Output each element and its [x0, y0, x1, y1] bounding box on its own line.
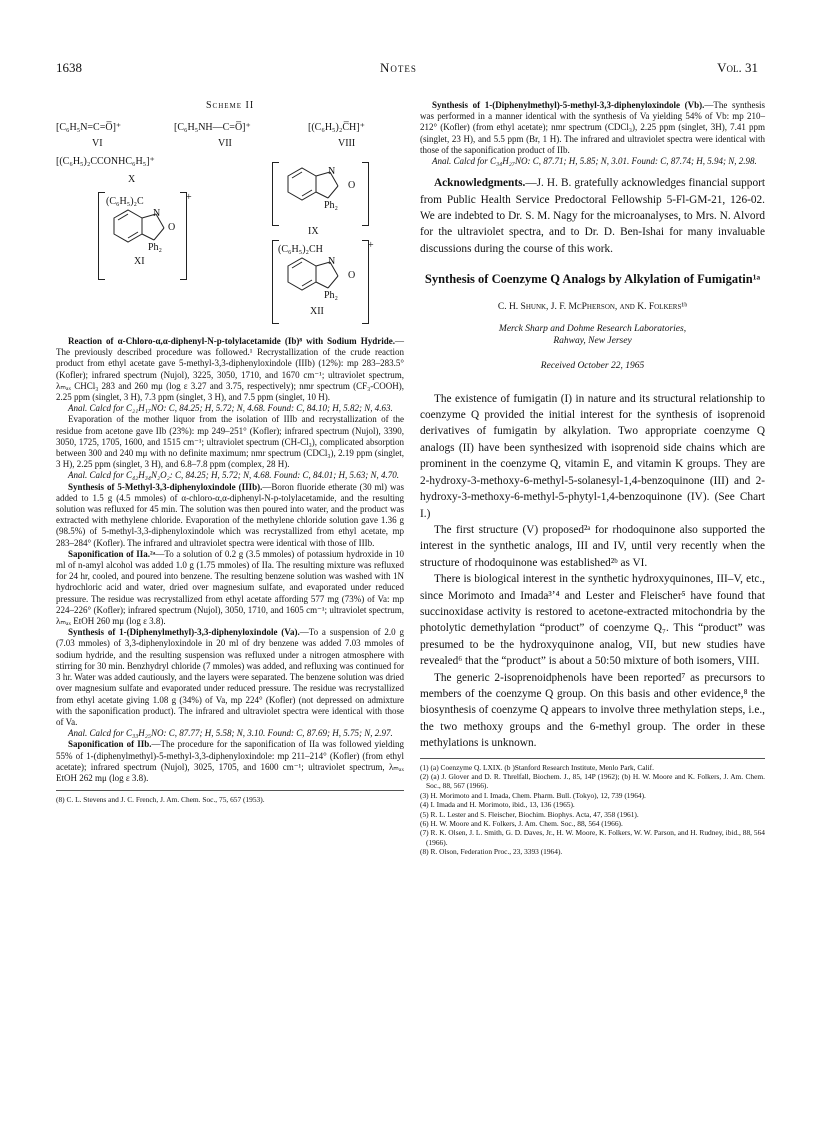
acknowledgments: Acknowledgments.—J. H. B. gratefully acknowledges financial support from Public Health Service Predoctoral Fellowship 5-Fl-GM-21, 126-02. We are indebted to Dr. S. M. Nagy for the microanalyses, to Mrs. N. Alvord for the ultraviolet spectra, and to Dr. D. Ben-Ishai for many invaluable discussions during the course of this work. — [420, 177, 765, 255]
section-title: Notes — [380, 60, 417, 75]
footnotes — [420, 758, 765, 857]
xi-n: N — [153, 208, 161, 219]
oxindole-ring-xii — [278, 256, 358, 306]
paragraph-synthesis-va: Synthesis of 1-(Diphenylmethyl)-3,3-diphenyloxindole (Va).—To a suspension of 2.0 g (7.03 mmoles) of 3,3-diphenyloxindole in 20 ml of dry benzene was added 7.03 mmoles of sodium hydride, and the resulting suspension was refluxed under a nitrogen atmosphere with stirring for 30 min. Benzhydryl chloride (7 mmoles) was added, and refluxing was continued for 3 hr. Water was added cautiously, and the layers were separated. The benzene solution was dried over magnesium sulfate and evaporated under reduced pressure. The residue was recrystallized from ethyl acetate giving 1.08 g (34%) of Va, mp 224° (Kofler) (not depressed on admixture with the saponification product). The infrared and ultraviolet spectra were identical with those of Va. — [56, 627, 404, 727]
analysis-va: Anal. Calcd for C₃₃H₂₅NO: C, 87.77; H, 5.58; N, 3.10. Found: C, 87.69; H, 5.75; N, 2.97. — [68, 728, 393, 739]
xii-n: N — [328, 256, 336, 267]
footnote-7: (7) R. K. Olsen, J. L. Smith, G. D. Daves, Jr., H. W. Moore, K. Folkers, W. W. Parson, and H. Rudney, ibid., 88, 564 (1966). — [420, 828, 765, 847]
right-column — [420, 100, 765, 857]
affiliation — [420, 323, 765, 347]
label-ix: IX — [308, 226, 319, 237]
xi-o: O — [168, 222, 176, 233]
bracket-right-xii — [362, 240, 369, 324]
left-column — [56, 100, 404, 805]
bracket-right-ix — [362, 162, 369, 226]
label-xii: XII — [310, 306, 324, 317]
paragraph-saponification-iib: Saponification of IIb.—The procedure for the saponification of IIa was followed yielding 55% of 1-(diphenylmethyl)-5-methyl-3,3-diphenyloxindole: mp 211–214° (Kofler) (from ethyl acetate); infrared spectrum (Nujol), 3025, 1705, and 1600 cm⁻¹; ultraviolet spectrum, λₘₐₓ EtOH 262 mμ (log ε 3.8). — [56, 739, 404, 783]
body-paragraph-3: There is biological interest in the synthetic hydroxyquinones, III–V, etc., since Morimoto and Imada³ʼ⁴ and Lester and Fleischer⁵ have found that succinoxidase activity is restored to acetone-extracted mitochondria by the photolytic demethylation “product” of coenzyme Q₇. This “product” was presumed to be the hydroxyquinone analog, VII, but new studies have revealed⁶ that the “product” is about a 50:50 mixture of both isomers, VIII. — [420, 573, 765, 668]
footnote-2: (2) (a) J. Glover and D. R. Threlfall, Biochem. J., 85, 14P (1962); (b) H. W. Moore and K. Folkers, J. Am. Chem. Soc., 88, 567 (1966). — [420, 772, 765, 791]
footnote-6: (6) H. W. Moore and K. Folkers, J. Am. Chem. Soc., 88, 564 (1966). — [420, 819, 623, 829]
xii-group: (C₆H₅)₂CH — [278, 244, 323, 255]
received-date: Received October 22, 1965 — [540, 361, 645, 372]
xii-plus: + — [368, 240, 374, 251]
ix-o: O — [348, 180, 356, 191]
affiliation-line-2: Rahway, New Jersey — [553, 336, 632, 347]
formula-vii: [C₆H₅NH—C=O̅]⁺ — [174, 122, 251, 133]
volume-label: Vol. 31 — [717, 60, 758, 75]
xi-ph2: Ph₂ — [148, 242, 163, 253]
article-body — [420, 391, 765, 752]
xi-plus: + — [186, 192, 192, 203]
body-paragraph-1: The existence of fumigatin (I) in nature and its structural relationship to coenzyme Q provided the initial interest for the synthesis of isoprenoid derivatives of fumigatin by alkylation. Two appropriate coenzyme Q analogs (II) have been synthesized with isoprenoid side chains which are prominent in the coenzyme Q, vitamin E, and vitamin K groups. They are 2-hydroxy-3-methoxy-6-methyl-5-solanesyl-1,4-benzoquinone (III) and 2-hydroxy-3-methoxy-6-methyl-5-phytyl-1,4-benzoquinone (IV). (See Chart I.) — [420, 392, 765, 520]
paragraph-mother-liquor: Evaporation of the mother liquor from the isolation of IIIb and recrystallization of the residue from acetone gave IIb (23%): mp 249–251° (Kofler); infrared spectrum (Nujol), 3390, 3050, 1725, 1705, 1600, and 1515 cm⁻¹; ultraviolet spectrum (CH-Cl₃), complicated absorption between 300 and 240 mμ with no definite maximum; nmr spectrum (CDCl₃), 2.19 ppm (singlet, 3 H), 2.25 ppm (singlet, 3 H), and 6.8–7.8 ppm (complex, 28 H). — [56, 414, 404, 470]
footnote-8-right: (8) R. Olson, Federation Proc., 23, 3393 (1964). — [420, 847, 563, 857]
formula-viii: [(C₆H₅)₂C̅H]⁺ — [308, 122, 365, 133]
affiliation-line-1: Merck Sharp and Dohme Research Laboratories, — [498, 324, 687, 335]
article-authors: C. H. Shunk, J. F. McPherson, and K. Folkers¹ᵇ — [497, 302, 688, 313]
article-title: Synthesis of Coenzyme Q Analogs by Alkylation of Fumigatin¹ᵃ — [424, 272, 761, 287]
body-paragraph-4: The generic 2-isoprenoidphenols have been reported⁷ as precursors to members of the coenzyme Q group. On this basis and other evidence,⁸ the biosynthesis of coenzyme Q appears to involve three methylation steps, i.e., the two methoxy groups and the 6-methyl group. The order in these methylations is unknown. — [420, 671, 765, 750]
paragraph-synthesis-vb: Synthesis of 1-(Diphenylmethyl)-5-methyl-3,3-diphenyloxindole (Vb).—The synthesis was performed in a manner identical with the synthesis of Va yielding 54% of Vb: mp 210–212° (Kofler) (from ethyl acetate); nmr spectrum (CDCl₃), 2.25 ppm (singlet, 3H), 7.41 ppm (singlet, 23 H), and 5.5 ppm (Br, 1 H). The infrared and ultraviolet spectra were identical with those of the saponification product of IIb. — [420, 100, 766, 155]
footnote-4: (4) I. Imada and H. Morimoto, ibid., 13, 136 (1965). — [420, 800, 575, 810]
analysis-iib: Anal. Calcd for C₄₂H₃₄N₂O₂: C, 84.25; H, 5.72; N, 4.68. Found: C, 84.01; H, 5.63; N, 4.70. — [68, 470, 400, 481]
scheme-title: Scheme II — [206, 100, 255, 111]
label-viii: VIII — [338, 138, 356, 149]
footnote-5: (5) R. L. Lester and S. Fleischer, Biochim. Biophys. Acta, 47, 358 (1961). — [420, 809, 639, 819]
page-number: 1638 — [56, 60, 82, 75]
xi-group: (C₆H₅)₂C — [106, 196, 144, 207]
label-vii: VII — [218, 138, 232, 149]
body-paragraph-2: The first structure (V) proposed²ᵃ for rhodoquinone also supported the interest in the synthetic analogs, III and IV, until very recently when the structure of rhodoquinone was established²ᵇ as VI. — [420, 523, 765, 569]
footnote-3: (3) H. Morimoto and I. Imada, Chem. Pharm. Bull. (Tokyo), 12, 739 (1964). — [420, 790, 646, 800]
xii-o: O — [348, 270, 356, 281]
xii-ph2: Ph₂ — [324, 290, 339, 301]
paragraph-synthesis-iiib: Synthesis of 5-Methyl-3,3-diphenyloxindole (IIIb).—Boron fluoride etherate (30 ml) was added to 1.5 g (4.5 mmoles) of α-chloro-α,α-diphenyl-N-p-tolylacetamide, and the resulting solution was refluxed for 45 min. The solution was then poured into water, and the product was extracted with methylene chloride. Evaporation of the methylene chloride solution gave 1.36 g (98.5%) of 5-methyl-3,3-diphenyloxindole which was recrystallized from ethyl acetate, mp 283–284° (Kofler). The infrared and ultraviolet spectra were identical with those of IIIb. — [56, 481, 404, 548]
footnote-1: (1) (a) Coenzyme Q. LXIX. (b )Stanford Research Institute, Menlo Park, Calif. — [420, 762, 654, 772]
ix-ph2: Ph₂ — [324, 200, 339, 211]
paragraph-saponification-iia: Saponification of IIa.²ᵃ—To a solution of 0.2 g (3.5 mmoles) of potassium hydroxide in 10 ml of n-amyl alcohol was added 1.0 g (1.75 mmoles) of IIa. The resulting mixture was refluxed for 24 hr, cooled, and poured into benzene. The resulting benzene solution was washed with 1N hydrochloric acid and water, dried over magnesium sulfate, and evaporated under reduced pressure. The residue was recrystallized from ethyl acetate affording 577 mg (73%) of Va: mp 224–226° (Kofler); infrared spectrum (Nujol), 3050, 1710, and 1605 cm⁻¹; ultraviolet spectrum, λₘₐₓ EtOH 260 mμ (log ε 3.8). — [56, 548, 404, 627]
scheme-ii — [56, 100, 404, 336]
label-xi: XI — [134, 256, 145, 267]
label-vi: VI — [92, 138, 103, 149]
formula-vi: [C₆H₅N=C=O̅]⁺ — [56, 122, 122, 133]
oxindole-ring-ix — [278, 166, 358, 224]
paragraph-reaction-ib: Reaction of α-Chloro-α,α-diphenyl-N-p-tolylacetamide (Ib)⁸ with Sodium Hydride.—The previously described procedure was followed.¹ Recrystallization of the crude reaction product from ethyl acetate gave 5-methyl-3,3-diphenyloxindole (IIIb) (12%): mp 283–283.5° (Kofler); infrared spectrum (Nujol), 3225, 3050, 1710, and 1670 cm⁻¹; ultraviolet spectrum, λₘₐₓ CHCl₃ 283 and 260 mμ (log ε 3.27 and 3.75, respectively); nmr spectrum (CF₃-COOH), 2.25 ppm (singlet, 3 H), 7.3 ppm (singlet, 3 H), and 7.5 ppm (singlet, 10 H). — [56, 336, 404, 403]
formula-x: [(C₆H₅)₂CCONHC₆H₅]⁺ — [56, 156, 155, 167]
label-x: X — [128, 174, 136, 185]
footnote-8: (8) C. L. Stevens and J. C. French, J. Am. Chem. Soc., 75, 657 (1953). — [56, 790, 404, 804]
analysis-iiib: Anal. Calcd for C₂₁H₁₇NO: C, 84.25; H, 5.72; N, 4.68. Found: C, 84.10; H, 5.82; N, 4.63. — [68, 403, 393, 414]
analysis-vb: Anal. Calcd for C₃₄H₂₇NO: C, 87.71; H, 5.85; N, 3.01. Found: C, 87.74; H, 5.94; N, 2.98. — [432, 156, 757, 167]
ix-n: N — [328, 166, 336, 177]
